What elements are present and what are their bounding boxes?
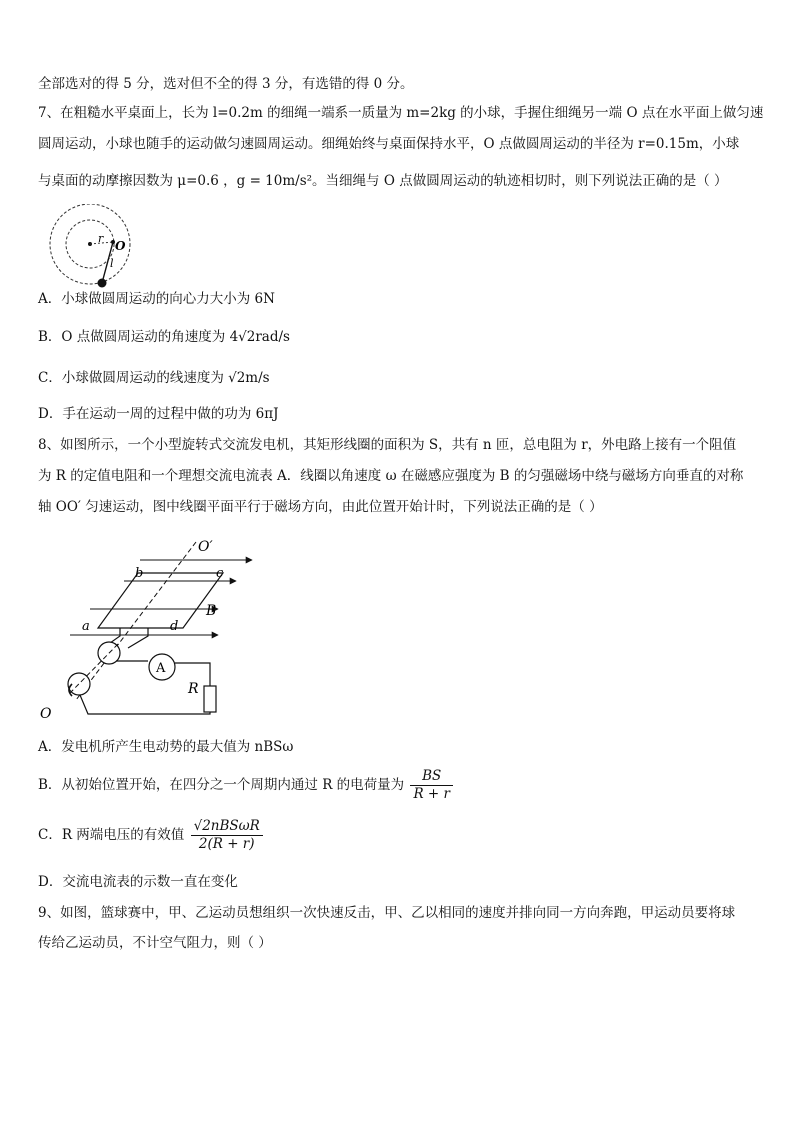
label-a: a (82, 619, 90, 634)
q7-line-1: 7、在粗糙水平桌面上，长为 l=0.2m 的细绳一端系一质量为 m=2kg 的小球，手握住细绳另一端 O 点在水平面上做匀速 (38, 105, 764, 121)
label-r: r (98, 232, 104, 245)
q7-line-2: 圆周运动，小球也随手的运动做匀速圆周运动。细绳始终与桌面保持水平，O 点做圆周运动的半径为 r=0.15m，小球 (38, 136, 740, 152)
q9-line-1: 9、如图，篮球赛中，甲、乙运动员想组织一次快速反击，甲、乙以相同的速度并排向同一方向奔跑，甲运动员要将球 (38, 905, 736, 921)
label-d: d (170, 619, 179, 634)
axis-segment (70, 644, 118, 693)
label-c: c (216, 566, 224, 581)
circuit-wire-bottom (80, 695, 210, 714)
q7-option-c: C．小球做圆周运动的线速度为 √2m/s (38, 370, 270, 386)
q9-line-2: 传给乙运动员，不计空气阻力，则（ ） (38, 935, 272, 951)
label-l: l (110, 257, 114, 270)
q8-option-c-fraction (191, 818, 263, 853)
label-b: b (135, 566, 144, 581)
q8-option-d: D．交流电流表的示数一直在变化 (38, 874, 238, 890)
q8-option-c-numerator: √2nBSωR (191, 818, 263, 836)
q8-option-c (38, 816, 758, 854)
q8-option-b-numerator: BS (410, 768, 453, 786)
q7-option-d: D．手在运动一周的过程中做的功为 6πJ (38, 406, 279, 422)
q8-line-2: 为 R 的定值电阻和一个理想交流电流表 A．线圈以角速度 ω 在磁感应强度为 B 的匀强磁场中绕与磁场方向垂直的对称 (38, 468, 744, 484)
q8-option-c-denominator: 2(R + r) (198, 836, 255, 852)
q8-option-b-denominator: R + r (413, 786, 450, 802)
q8-option-b (38, 766, 758, 804)
q7-circle-figure (42, 204, 142, 292)
q8-option-c-text: C．R 两端电压的有效值 (38, 827, 185, 843)
label-o: O (115, 239, 126, 253)
label-resistor: R (188, 681, 199, 697)
q8-line-1: 8、如图所示，一个小型旋转式交流发电机，其矩形线圈的面积为 S，共有 n 匝，总电阻为 r，外电路上接有一个阻值 (38, 437, 737, 453)
q8-option-b-text: B．从初始位置开始，在四分之一个周期内通过 R 的电荷量为 (38, 777, 405, 793)
q8-generator-figure (36, 532, 266, 722)
label-o: O (40, 706, 52, 722)
header-instruction: 全部选对的得 5 分，选对但不全的得 3 分，有选错的得 0 分。 (38, 76, 414, 92)
q7-option-b: B．O 点做圆周运动的角速度为 4√2rad/s (38, 329, 290, 345)
q8-option-b-fraction (410, 768, 453, 803)
label-ammeter: A (156, 661, 166, 676)
label-field-b: B (206, 603, 217, 619)
q8-option-a: A．发电机所产生电动势的最大值为 nBSω (38, 739, 294, 755)
label-o-prime: O′ (198, 539, 213, 555)
resistor (204, 686, 216, 712)
q7-option-a: A．小球做圆周运动的向心力大小为 6N (38, 291, 275, 307)
ball (98, 279, 107, 288)
q7-line-3: 与桌面的动摩擦因数为 μ=0.6 ，g = 10m/s²。当细绳与 O 点做圆周运动的轨迹相切时，则下列说法正确的是（ ） (38, 173, 728, 189)
q8-line-3: 轴 OO′ 匀速运动，图中线圈平面平行于磁场方向，由此位置开始计时，下列说法正确的是（ ） (38, 499, 603, 515)
lead-wire-2 (128, 628, 148, 648)
